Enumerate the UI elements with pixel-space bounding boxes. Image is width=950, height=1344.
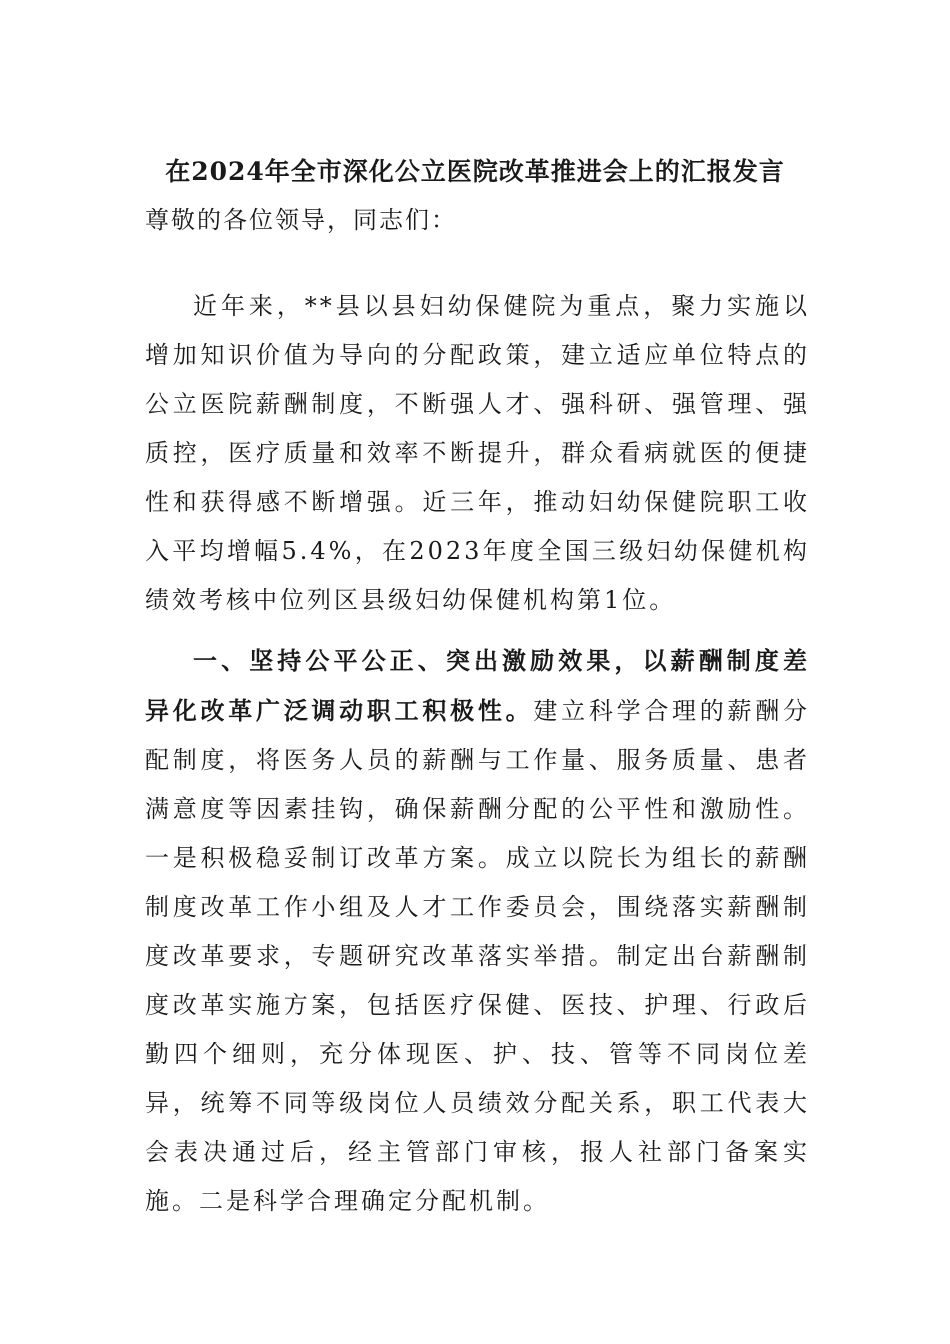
document-title: 在2024年全市深化公立医院改革推进会上的汇报发言 <box>165 157 785 186</box>
section-one-body: 建立科学合理的薪酬分配制度，将医务人员的薪酬与工作量、服务质量、患者满意度等因素挂钩，确保薪酬分配的公平性和激励性。一是积极稳妥制订改革方案。成立以院长为组长的薪酬制度改革工作小组及人才工作委员会，围绕落实薪酬制度改革要求，专题研究改革落实举措。制定出台薪酬制度改革实施方案，包括医疗保健、医技、护理、行政后勤四个细则，充分体现医、护、技、管等不同岗位差异，统筹不同等级岗位人员绩效分配关系，职工代表大会表决通过后，经主管部门审核，报人社部门备案实施。二是科学合理确定分配机制。 <box>145 697 811 1215</box>
salutation: 尊敬的各位领导，同志们： <box>145 206 457 234</box>
intro-paragraph <box>145 282 810 625</box>
section-one-paragraph <box>145 636 810 1226</box>
intro-paragraph-text: 近年来，**县以县妇幼保健院为重点，聚力实施以增加知识价值为导向的分配政策，建立适应单位特点的公立医院薪酬制度，不断强人才、强科研、强管理、强质控，医疗质量和效率不断提升，群众看病就医的便捷性和获得感不断增强。近三年，推动妇幼保健院职工收入平均增幅5.4%，在2023年度全国三级妇幼保健机构绩效考核中位列区县级妇幼保健机构第1位。 <box>145 292 810 614</box>
section-one-heading: 一、坚持公平公正、突出激励效果，以薪酬制度差异化改革广泛调动职工积极性。 <box>145 646 810 725</box>
